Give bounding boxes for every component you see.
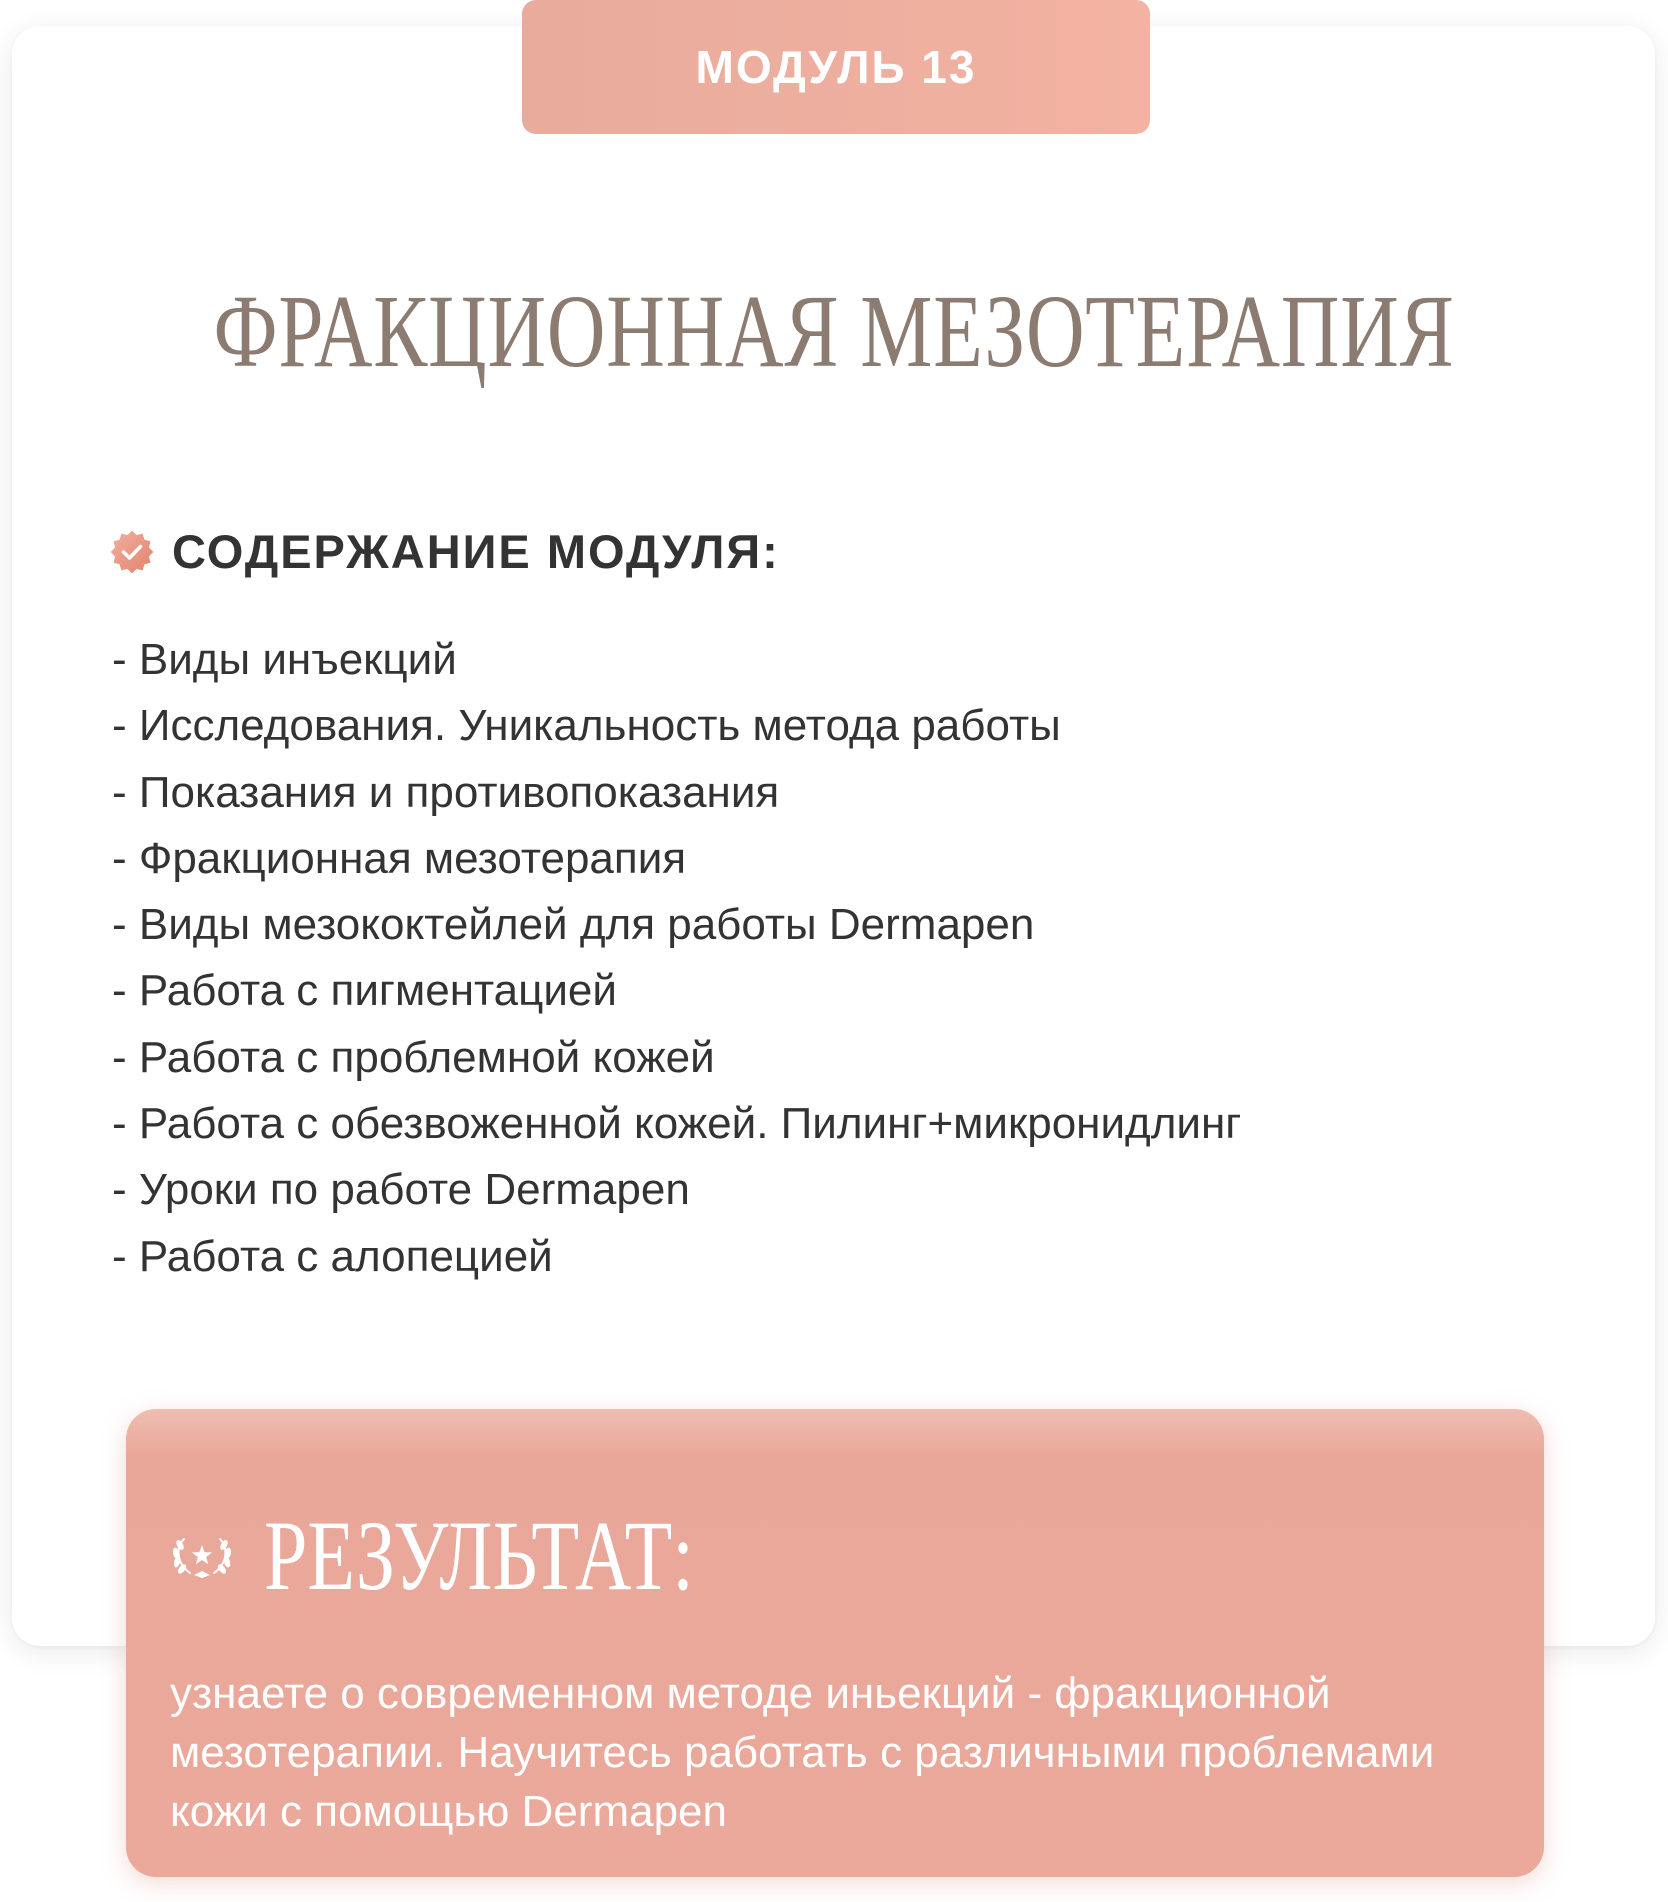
section-title: СОДЕРЖАНИЕ МОДУЛЯ: xyxy=(172,525,780,578)
list-item: - Виды мезококтейлей для работы Dermapen xyxy=(112,900,1035,950)
laurel-star-icon xyxy=(170,1531,234,1581)
list-item: - Работа с обезвоженной кожей. Пилинг+микронидлинг xyxy=(112,1099,1242,1149)
result-title: РЕЗУЛЬТАТ: xyxy=(264,1500,694,1611)
module-badge-label: МОДУЛЬ 13 xyxy=(695,41,977,93)
list-item: - Показания и противопоказания xyxy=(112,767,780,817)
page-title: ФРАКЦИОННАЯ МЕЗОТЕРАПИЯ xyxy=(213,274,1455,389)
list-item: - Виды инъекций xyxy=(112,635,457,684)
result-text: узнаете о современном методе иньекций - фракционной мезотерапии. Научитесь работать с различными проблемами кожи с помощью Dermapen xyxy=(170,1669,1435,1836)
module-badge xyxy=(522,0,1150,134)
list-item: - Фракционная мезотерапия xyxy=(112,833,687,883)
list-item: - Исследования. Уникальность метода работы xyxy=(112,701,1061,751)
content-list xyxy=(112,627,1241,1290)
list-item: - Уроки по работе Dermapen xyxy=(112,1165,690,1215)
result-box xyxy=(126,1409,1544,1877)
list-item: - Работа с пигментацией xyxy=(112,966,617,1016)
list-item: - Работа с алопецией xyxy=(112,1231,553,1281)
section-header xyxy=(110,524,780,579)
result-header xyxy=(170,1501,815,1611)
list-item: - Работа с проблемной кожей xyxy=(112,1032,715,1082)
check-badge-icon xyxy=(110,530,154,574)
